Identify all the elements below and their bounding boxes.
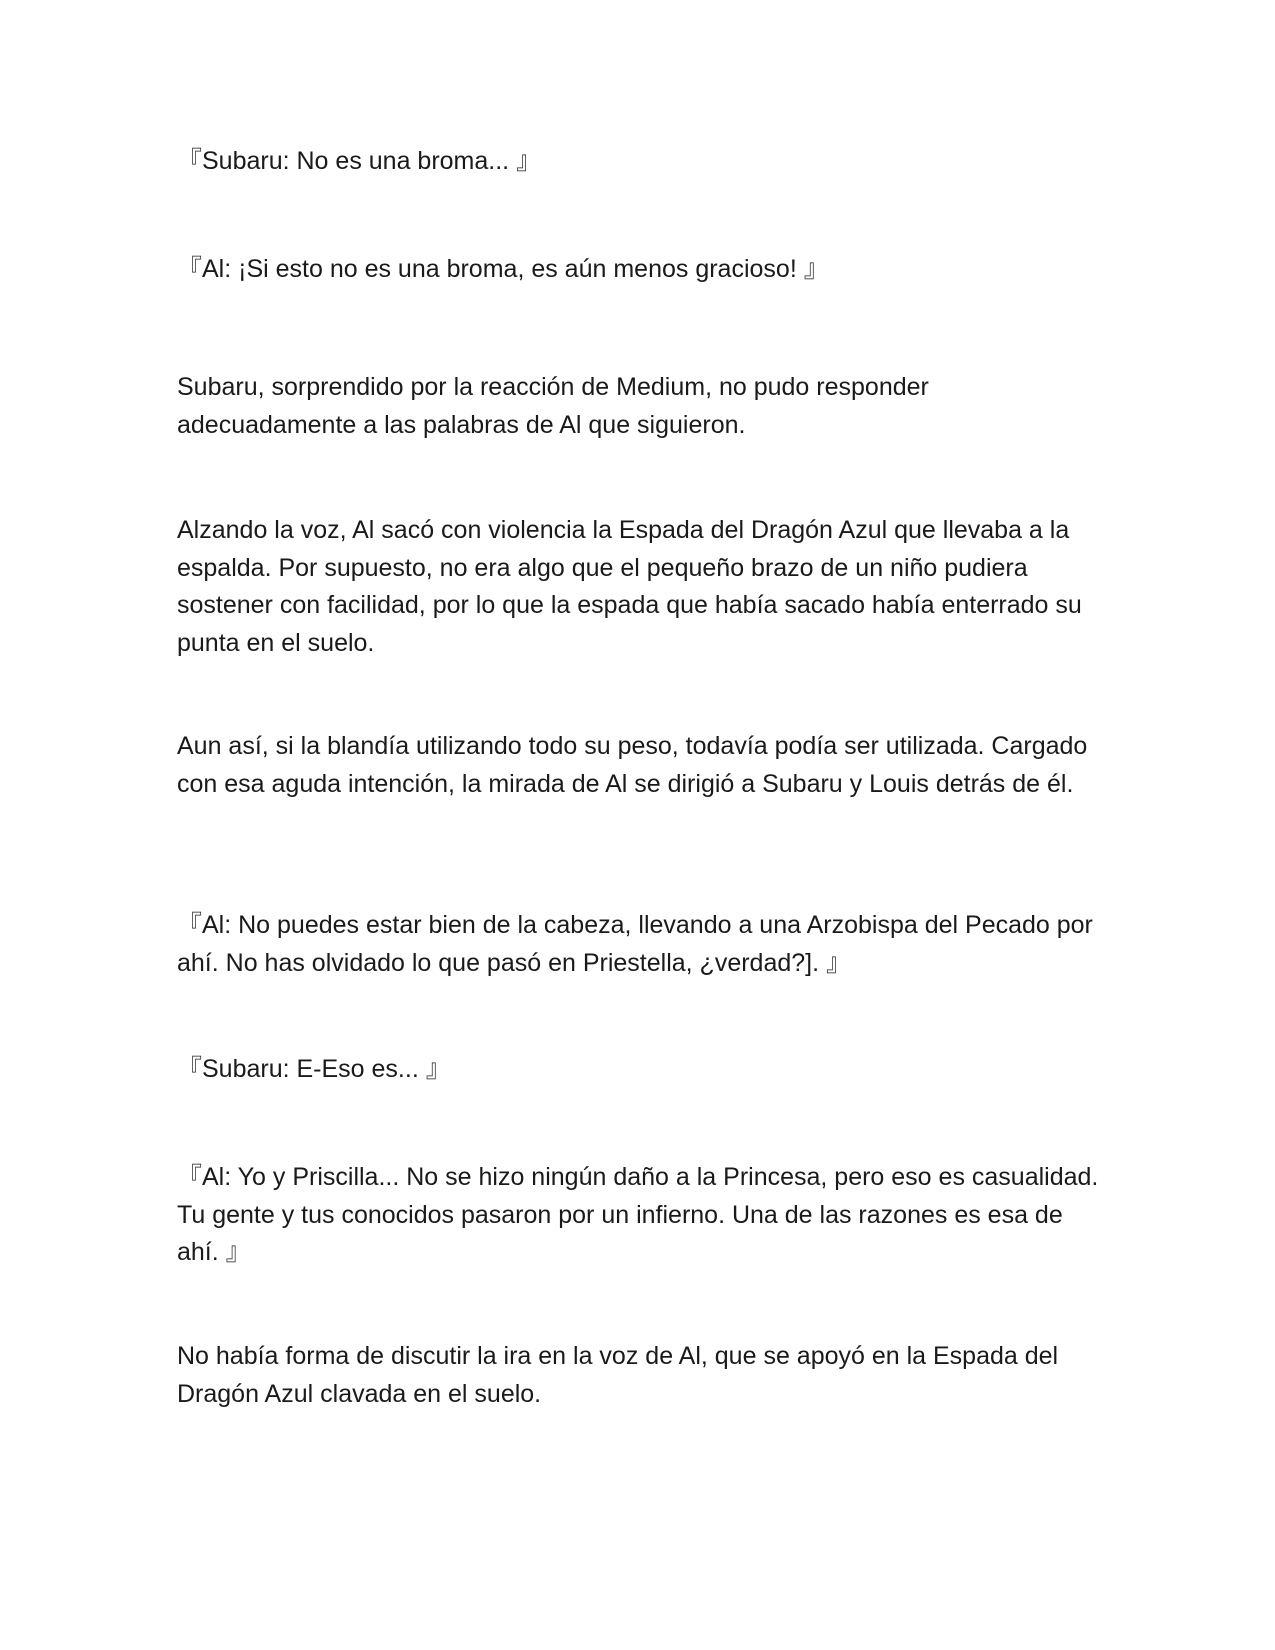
dialogue-line: 『Subaru: No es una broma... 』 [177, 147, 542, 175]
dialogue-line: 『Subaru: E-Eso es... 』 [177, 1055, 451, 1083]
narration-paragraph: Alzando la voz, Al sacó con violencia la Espada del Dragón Azul que llevaba a la espalda. Por supuesto, no era algo que el pequeño brazo de un niño pudiera sostener con facilidad, por lo que la espada que había sacado había enterrado su punta en el suelo. [177, 516, 1082, 657]
dialogue-line: 『Al: ¡Si esto no es una broma, es aún menos gracioso! 』 [177, 255, 829, 283]
narration-paragraph: No había forma de discutir la ira en la voz de Al, que se apoyó en la Espada del Dragón Azul clavada en el suelo. [177, 1342, 1059, 1408]
narration-paragraph: Aun así, si la blandía utilizando todo su peso, todavía podía ser utilizada. Cargado con esa aguda intención, la mirada de Al se dirigió a Subaru y Louis detrás de él. [177, 732, 1088, 798]
narration-paragraph: Subaru, sorprendido por la reacción de Medium, no pudo responder adecuadamente a las palabras de Al que siguieron. [177, 373, 929, 439]
dialogue-line: 『Al: Yo y Priscilla... No se hizo ningún daño a la Princesa, pero eso es casualidad. Tu gente y tus conocidos pasaron por un infierno. Una de las razones es esa de ahí. 』 [177, 1163, 1099, 1266]
dialogue-line: 『Al: No puedes estar bien de la cabeza, llevando a una Arzobispa del Pecado por ahí. No has olvidado lo que pasó en Priestella, ¿verdad?]. 』 [177, 911, 1093, 977]
